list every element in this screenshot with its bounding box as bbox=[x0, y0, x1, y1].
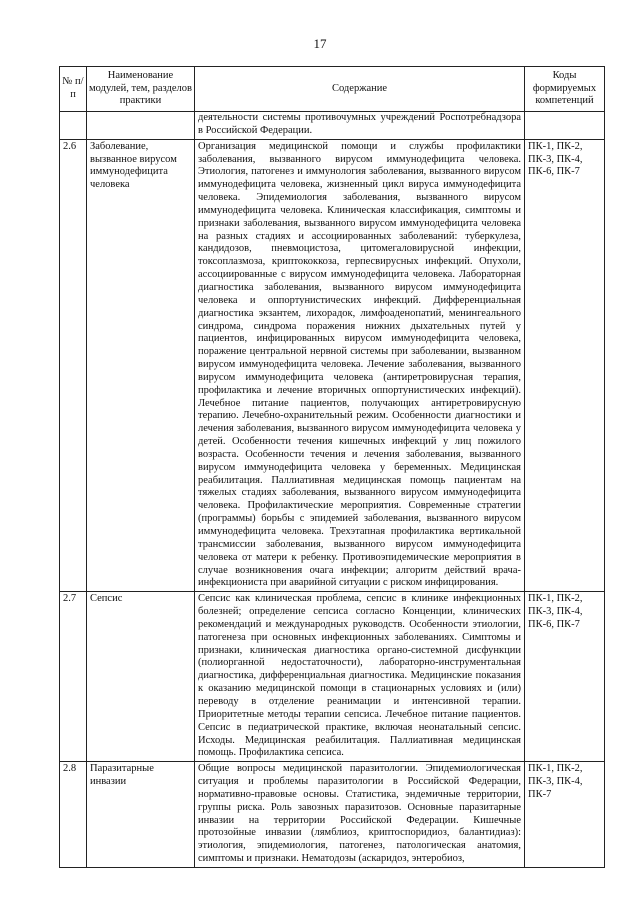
header-codes: Коды формируемых компетенций bbox=[525, 67, 605, 112]
cell-module bbox=[87, 112, 195, 140]
header-num: № п/п bbox=[60, 67, 87, 112]
cell-module: Сепсис bbox=[87, 592, 195, 762]
header-content: Содержание bbox=[195, 67, 525, 112]
cell-content: Организация медицинской помощи и службы профилактики заболевания, вызванного вирусом иммунодефицита человека. Этиология, патогенез и иммунология заболевания, вызванного вирусом иммунодефицита человека, жизненный цикл вируса иммунодефицита человека. Эпидемиология заболевания, вызванного вирусом иммунодефицита человека. Клиническая классификация, симптомы и признаки заболевания, вызванного вирусом иммунодефицита человека на разных стадиях и ассоциированных заболеваний: туберкулеза, кандидозов, пневмоцистоза, цитомегаловирусной инфекции, токсоплазмоза, криптококкоза, герпесвирусных инфекций. Опухоли, ассоциированные с вирусом иммунодефицита человека. Лабораторная диагностика заболевания, вызванного вирусом иммунодефицита человека и оппортунистических инфекций. Дифференциальная диагностика экзантем, лихорадок, лимфоаденопатий, менингеального синдрома, синдрома поражения нижних дыхательных путей у пациентов, инфицированных вирусом иммунодефицита человека, поражение центральной нервной системы при заболевании, вызванном вирусом иммунодефицита человека. Лечение заболевания, вызванного вирусом иммунодефицита человека (антиретровирусная терапия, профилактика и лечение вторичных оппортунистических инфекций). Лечебное питание пациентов, получающих антиретровирусную терапию. Лечебно-охранительный режим. Особенности диагностики и лечения заболевания, вызванного вирусом иммунодефицита человека у детей. Особенности течения кишечных инфекций у лиц пожилого возраста. Особенности течения и лечения заболевания, вызванного вирусом иммунодефицита человека у беременных. Медицинская реабилитация. Паллиативная медицинская помощь пациентам на тяжелых стадиях заболевания, вызванного вирусом иммунодефицита человека. Профилактические мероприятия. Современные стратегии (программы) борьбы с эпидемией заболевания, вызванного вирусом иммунодефицита человека. Трехэтапная профилактика вертикальной трансмиссии заболевания, вызванного вирусом иммунодефицита человека от матери к ребенку. Противоэпидемические мероприятия в случае возникновения очага инфекции; алгоритм действий врача-инфекциониста при аварийной ситуации с риском инфицирования. bbox=[195, 139, 525, 592]
table-row bbox=[60, 139, 605, 592]
cell-module: Заболевание, вызванное вирусом иммунодефицита человека bbox=[87, 139, 195, 592]
cell-codes: ПК-1, ПК-2, ПК-3, ПК-4, ПК-6, ПК-7 bbox=[525, 592, 605, 762]
program-table bbox=[59, 66, 605, 868]
cell-num: 2.7 bbox=[60, 592, 87, 762]
cell-codes: ПК-1, ПК-2, ПК-3, ПК-4, ПК-7 bbox=[525, 762, 605, 868]
table-row-continuation bbox=[60, 112, 605, 140]
table-row bbox=[60, 762, 605, 868]
header-module: Наименование модулей, тем, разделов практики bbox=[87, 67, 195, 112]
cell-codes: ПК-1, ПК-2, ПК-3, ПК-4, ПК-6, ПК-7 bbox=[525, 139, 605, 592]
cell-codes bbox=[525, 112, 605, 140]
cell-num: 2.6 bbox=[60, 139, 87, 592]
cell-module: Паразитарные инвазии bbox=[87, 762, 195, 868]
cell-content: Сепсис как клиническая проблема, сепсис в клинике инфекционных болезней; определение сепсиса согласно Конценции, клинических рекомендаций и международных руководств. Особенности этиологии, патогенеза при основных инфекционных заболеваниях. Симптомы и признаки, клиническая диагностика органо-системной дисфункции (полиорганной недостаточности), лабораторно-инструментальная диагностика, дифференциальная диагностика. Медицинские показания к оказанию медицинской помощи в стационарных условиях и (или) переводу в отделение реанимации и интенсивной терапии. Приоритетные методы терапии сепсиса. Лечебное питание пациентов. Сепсис в педиатрической практике, включая неонатальный сепсис. Исходы. Медицинская реабилитация. Паллиативная медицинская помощь. Профилактика сепсиса. bbox=[195, 592, 525, 762]
table-header-row bbox=[60, 67, 605, 112]
cell-num bbox=[60, 112, 87, 140]
table-row bbox=[60, 592, 605, 762]
cell-content: деятельности системы противочумных учреждений Роспотребнадзора в Российской Федерации. bbox=[195, 112, 525, 140]
cell-num: 2.8 bbox=[60, 762, 87, 868]
cell-content: Общие вопросы медицинской паразитологии. Эпидемиологическая ситуация и проблемы паразитологии в Российской Федерации, нормативно-правовые основы. Статистика, эндемичные территории, группы риска. Роль завозных паразитозов. Основные паразитарные инвазии на территории Российской Федерации. Кишечные протозойные инвазии (лямблиоз, криптоспоридиоз, балантидиаз): этиология, эпидемиология, патогенез, патологическая анатомия, симптомы и признаки. Нематодозы (аскаридоз, энтеробиоз, bbox=[195, 762, 525, 868]
page-number: 17 bbox=[313, 36, 327, 51]
